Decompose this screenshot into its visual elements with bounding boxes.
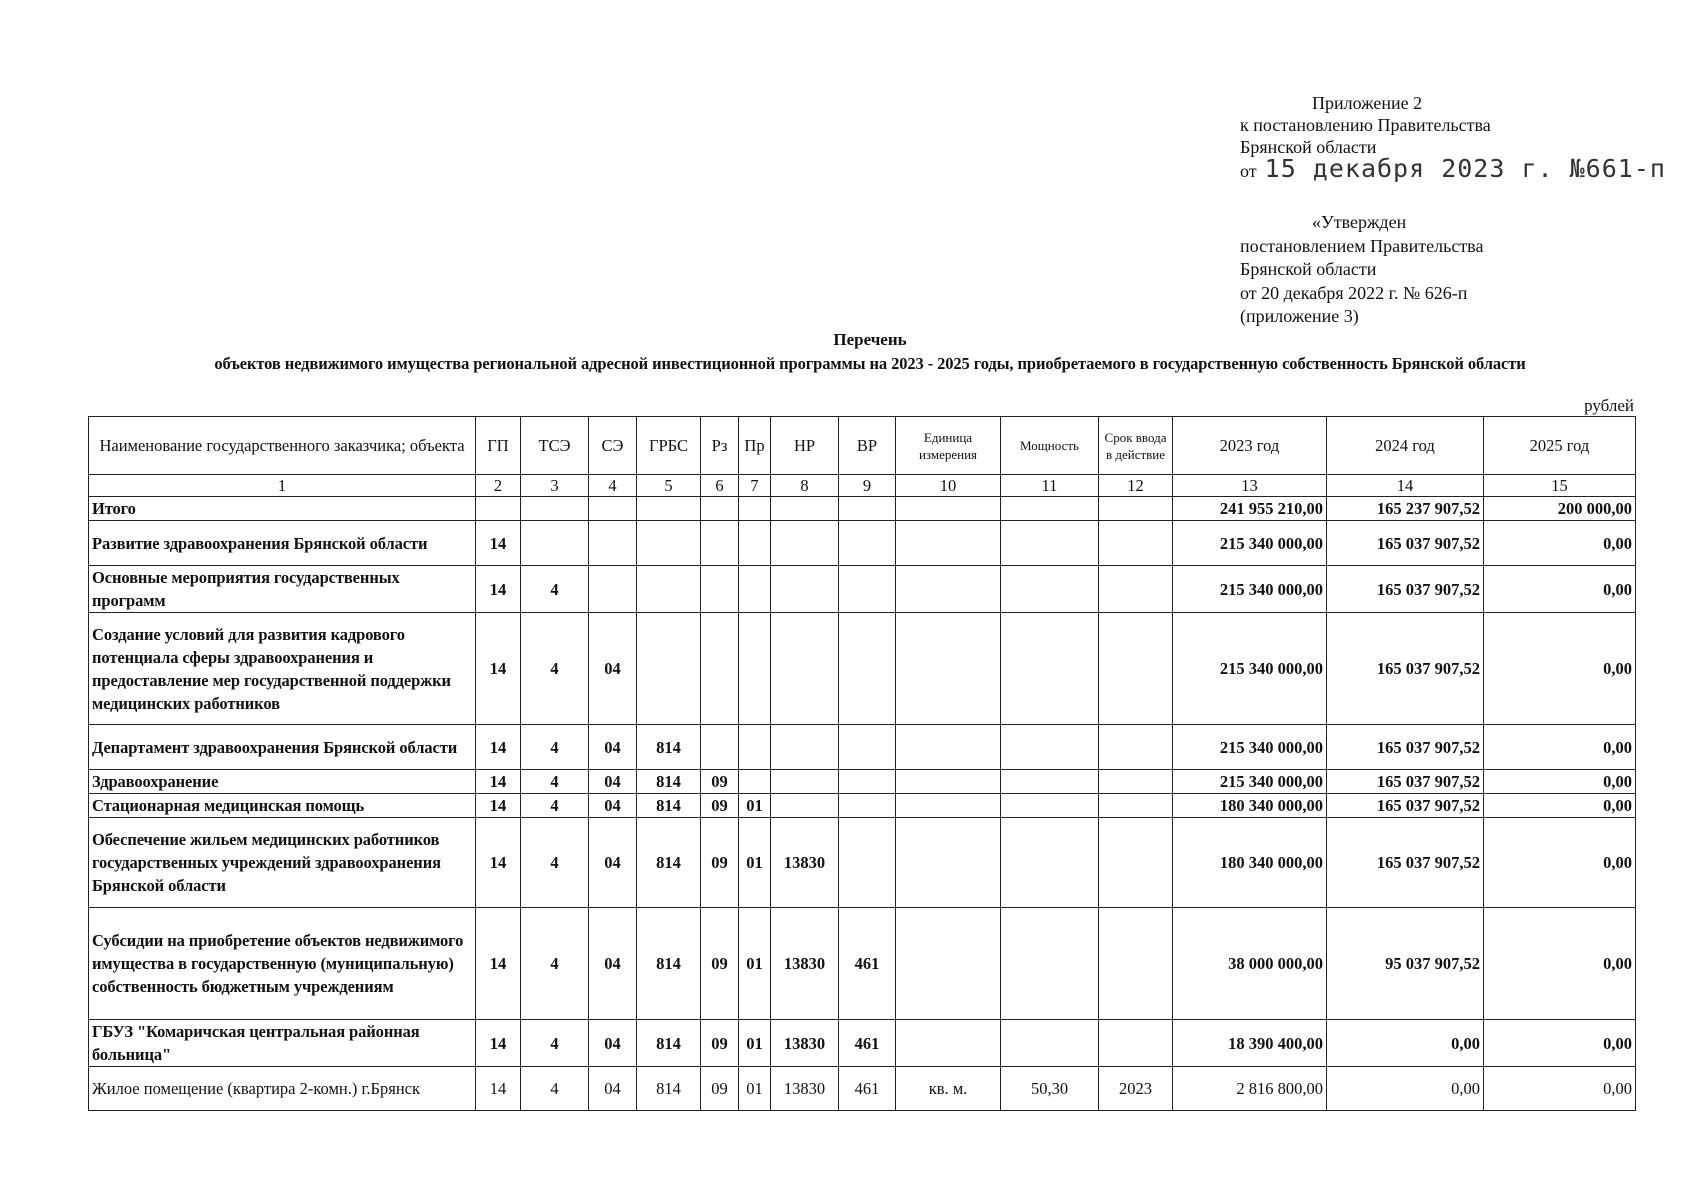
cell-y2023: 241 955 210,00 bbox=[1173, 497, 1327, 521]
cell-se: 04 bbox=[589, 1020, 637, 1067]
approved-line3: Брянской области bbox=[1240, 259, 1377, 279]
cell-gp: 14 bbox=[476, 818, 521, 908]
cell-y2024: 0,00 bbox=[1327, 1020, 1484, 1067]
cell-term bbox=[1099, 613, 1173, 725]
table-row bbox=[89, 725, 1636, 770]
cell-y2025: 0,00 bbox=[1484, 566, 1636, 613]
cell-vr bbox=[839, 521, 896, 566]
column-number: 3 bbox=[521, 475, 589, 497]
appendix-line1: Приложение 2 bbox=[1312, 93, 1423, 113]
cell-grbs bbox=[637, 613, 701, 725]
appendix-line3: Брянской области bbox=[1240, 137, 1377, 157]
cell-rz bbox=[701, 497, 739, 521]
cell-tse: 4 bbox=[521, 725, 589, 770]
cell-grbs bbox=[637, 566, 701, 613]
approval-block bbox=[1240, 211, 1680, 329]
cell-vr bbox=[839, 794, 896, 818]
header-grbs: ГРБС bbox=[637, 417, 701, 475]
cell-rz: 09 bbox=[701, 770, 739, 794]
cell-unit bbox=[896, 794, 1001, 818]
header-y2024: 2024 год bbox=[1327, 417, 1484, 475]
cell-y2024: 95 037 907,52 bbox=[1327, 908, 1484, 1020]
cell-se: 04 bbox=[589, 818, 637, 908]
column-number: 13 bbox=[1173, 475, 1327, 497]
cell-y2024: 0,00 bbox=[1327, 1067, 1484, 1111]
cell-y2023: 38 000 000,00 bbox=[1173, 908, 1327, 1020]
cell-gp: 14 bbox=[476, 521, 521, 566]
cell-name: Создание условий для развития кадрового потенциала сферы здравоохранения и предоставление мер государственной поддержки медицинских работников bbox=[89, 613, 476, 725]
approved-line5: (приложение 3) bbox=[1240, 306, 1359, 326]
cell-y2025: 0,00 bbox=[1484, 770, 1636, 794]
cell-y2023: 215 340 000,00 bbox=[1173, 521, 1327, 566]
cell-capacity bbox=[1001, 497, 1099, 521]
cell-rz bbox=[701, 613, 739, 725]
cell-vr bbox=[839, 818, 896, 908]
cell-nr bbox=[771, 613, 839, 725]
cell-capacity: 50,30 bbox=[1001, 1067, 1099, 1111]
column-number: 7 bbox=[739, 475, 771, 497]
cell-name: Развитие здравоохранения Брянской области bbox=[89, 521, 476, 566]
cell-term bbox=[1099, 770, 1173, 794]
document-title: Перечень bbox=[833, 330, 907, 349]
cell-rz: 09 bbox=[701, 818, 739, 908]
cell-se bbox=[589, 566, 637, 613]
cell-gp: 14 bbox=[476, 566, 521, 613]
cell-nr bbox=[771, 566, 839, 613]
cell-pr bbox=[739, 613, 771, 725]
header-tse: ТСЭ bbox=[521, 417, 589, 475]
cell-unit bbox=[896, 770, 1001, 794]
cell-name: Стационарная медицинская помощь bbox=[89, 794, 476, 818]
column-number: 6 bbox=[701, 475, 739, 497]
cell-y2025: 0,00 bbox=[1484, 794, 1636, 818]
cell-name: Основные мероприятия государственных программ bbox=[89, 566, 476, 613]
cell-nr: 13830 bbox=[771, 818, 839, 908]
cell-grbs: 814 bbox=[637, 770, 701, 794]
cell-se: 04 bbox=[589, 1067, 637, 1111]
cell-tse: 4 bbox=[521, 1020, 589, 1067]
column-number: 8 bbox=[771, 475, 839, 497]
cell-name: Итого bbox=[89, 497, 476, 521]
table-header-row bbox=[89, 417, 1636, 475]
cell-nr: 13830 bbox=[771, 1067, 839, 1111]
header-nr: НР bbox=[771, 417, 839, 475]
cell-term bbox=[1099, 521, 1173, 566]
cell-y2024: 165 037 907,52 bbox=[1327, 725, 1484, 770]
cell-rz bbox=[701, 566, 739, 613]
cell-term bbox=[1099, 818, 1173, 908]
cell-term bbox=[1099, 908, 1173, 1020]
appendix-date-line bbox=[1240, 154, 1680, 183]
cell-y2024: 165 037 907,52 bbox=[1327, 794, 1484, 818]
cell-se bbox=[589, 521, 637, 566]
cell-pr bbox=[739, 725, 771, 770]
cell-gp: 14 bbox=[476, 794, 521, 818]
cell-name: Жилое помещение (квартира 2-комн.) г.Брянск bbox=[89, 1067, 476, 1111]
currency-label: рублей bbox=[1584, 396, 1634, 415]
header-pr: Пр bbox=[739, 417, 771, 475]
cell-se: 04 bbox=[589, 725, 637, 770]
cell-tse: 4 bbox=[521, 613, 589, 725]
cell-tse bbox=[521, 497, 589, 521]
cell-pr bbox=[739, 566, 771, 613]
cell-rz: 09 bbox=[701, 908, 739, 1020]
header-term: Срок ввода в действие bbox=[1099, 417, 1173, 475]
header-gp: ГП bbox=[476, 417, 521, 475]
cell-y2024: 165 237 907,52 bbox=[1327, 497, 1484, 521]
cell-capacity bbox=[1001, 613, 1099, 725]
cell-y2024: 165 037 907,52 bbox=[1327, 566, 1484, 613]
column-number-row bbox=[89, 475, 1636, 497]
cell-term bbox=[1099, 497, 1173, 521]
appendix-date-prefix: от bbox=[1240, 161, 1257, 181]
cell-gp: 14 bbox=[476, 1020, 521, 1067]
investment-table bbox=[88, 416, 1636, 1111]
cell-y2024: 165 037 907,52 bbox=[1327, 818, 1484, 908]
cell-pr: 01 bbox=[739, 818, 771, 908]
cell-name: ГБУЗ "Комаричская центральная районная больница" bbox=[89, 1020, 476, 1067]
cell-gp: 14 bbox=[476, 770, 521, 794]
cell-se: 04 bbox=[589, 770, 637, 794]
appendix-line2: к постановлению Правительства bbox=[1240, 115, 1491, 135]
cell-y2025: 0,00 bbox=[1484, 818, 1636, 908]
table-row bbox=[89, 497, 1636, 521]
cell-unit bbox=[896, 566, 1001, 613]
cell-y2024: 165 037 907,52 bbox=[1327, 613, 1484, 725]
cell-se: 04 bbox=[589, 613, 637, 725]
cell-vr: 461 bbox=[839, 1020, 896, 1067]
cell-capacity bbox=[1001, 770, 1099, 794]
cell-y2025: 200 000,00 bbox=[1484, 497, 1636, 521]
cell-vr bbox=[839, 497, 896, 521]
cell-name: Здравоохранение bbox=[89, 770, 476, 794]
cell-y2023: 18 390 400,00 bbox=[1173, 1020, 1327, 1067]
column-number: 11 bbox=[1001, 475, 1099, 497]
approved-line2: постановлением Правительства bbox=[1240, 235, 1484, 256]
column-number: 10 bbox=[896, 475, 1001, 497]
cell-term bbox=[1099, 566, 1173, 613]
cell-y2023: 215 340 000,00 bbox=[1173, 725, 1327, 770]
cell-gp: 14 bbox=[476, 613, 521, 725]
cell-se bbox=[589, 497, 637, 521]
cell-vr: 461 bbox=[839, 1067, 896, 1111]
cell-grbs: 814 bbox=[637, 725, 701, 770]
cell-rz: 09 bbox=[701, 1020, 739, 1067]
cell-pr bbox=[739, 770, 771, 794]
cell-y2025: 0,00 bbox=[1484, 1020, 1636, 1067]
table-row bbox=[89, 1067, 1636, 1111]
cell-tse: 4 bbox=[521, 794, 589, 818]
cell-unit bbox=[896, 725, 1001, 770]
cell-capacity bbox=[1001, 521, 1099, 566]
header-unit: Единица измерения bbox=[896, 417, 1001, 475]
cell-nr: 13830 bbox=[771, 1020, 839, 1067]
cell-y2023: 215 340 000,00 bbox=[1173, 770, 1327, 794]
cell-unit bbox=[896, 1020, 1001, 1067]
cell-vr bbox=[839, 613, 896, 725]
column-number: 1 bbox=[89, 475, 476, 497]
cell-capacity bbox=[1001, 1020, 1099, 1067]
cell-y2023: 215 340 000,00 bbox=[1173, 566, 1327, 613]
cell-vr: 461 bbox=[839, 908, 896, 1020]
cell-gp: 14 bbox=[476, 725, 521, 770]
cell-tse: 4 bbox=[521, 908, 589, 1020]
cell-se: 04 bbox=[589, 908, 637, 1020]
appendix-block bbox=[1240, 92, 1680, 182]
cell-y2025: 0,00 bbox=[1484, 613, 1636, 725]
cell-tse: 4 bbox=[521, 818, 589, 908]
cell-tse: 4 bbox=[521, 1067, 589, 1111]
cell-unit bbox=[896, 497, 1001, 521]
cell-capacity bbox=[1001, 908, 1099, 1020]
header-y2025: 2025 год bbox=[1484, 417, 1636, 475]
column-number: 2 bbox=[476, 475, 521, 497]
cell-nr bbox=[771, 521, 839, 566]
cell-gp: 14 bbox=[476, 1067, 521, 1111]
cell-term bbox=[1099, 725, 1173, 770]
cell-grbs bbox=[637, 497, 701, 521]
cell-y2023: 180 340 000,00 bbox=[1173, 818, 1327, 908]
cell-pr: 01 bbox=[739, 1020, 771, 1067]
column-number: 4 bbox=[589, 475, 637, 497]
cell-vr bbox=[839, 770, 896, 794]
cell-nr bbox=[771, 725, 839, 770]
document-subtitle: объектов недвижимого имущества региональной адресной инвестиционной программы на 2023 - 2025 годы, приобретаемого в государственную собственность Брянской области bbox=[214, 354, 1526, 373]
header-se: СЭ bbox=[589, 417, 637, 475]
header-y2023: 2023 год bbox=[1173, 417, 1327, 475]
cell-term bbox=[1099, 1020, 1173, 1067]
column-number: 5 bbox=[637, 475, 701, 497]
cell-term: 2023 bbox=[1099, 1067, 1173, 1111]
header-vr: ВР bbox=[839, 417, 896, 475]
cell-tse bbox=[521, 521, 589, 566]
cell-name: Департамент здравоохранения Брянской области bbox=[89, 725, 476, 770]
cell-y2024: 165 037 907,52 bbox=[1327, 770, 1484, 794]
cell-name: Обеспечение жильем медицинских работников государственных учреждений здравоохранения Брянской области bbox=[89, 818, 476, 908]
cell-pr: 01 bbox=[739, 1067, 771, 1111]
cell-unit bbox=[896, 613, 1001, 725]
table-row bbox=[89, 908, 1636, 1020]
cell-nr: 13830 bbox=[771, 908, 839, 1020]
cell-grbs: 814 bbox=[637, 908, 701, 1020]
cell-rz: 09 bbox=[701, 794, 739, 818]
cell-capacity bbox=[1001, 818, 1099, 908]
column-number: 14 bbox=[1327, 475, 1484, 497]
cell-pr: 01 bbox=[739, 908, 771, 1020]
table-row bbox=[89, 1020, 1636, 1067]
cell-pr: 01 bbox=[739, 794, 771, 818]
cell-y2025: 0,00 bbox=[1484, 725, 1636, 770]
approved-line4: от 20 декабря 2022 г. № 626-п bbox=[1240, 282, 1468, 303]
cell-rz: 09 bbox=[701, 1067, 739, 1111]
cell-nr bbox=[771, 770, 839, 794]
cell-grbs: 814 bbox=[637, 794, 701, 818]
cell-grbs: 814 bbox=[637, 818, 701, 908]
cell-gp bbox=[476, 497, 521, 521]
table-row bbox=[89, 770, 1636, 794]
column-number: 15 bbox=[1484, 475, 1636, 497]
cell-grbs: 814 bbox=[637, 1067, 701, 1111]
table-row bbox=[89, 521, 1636, 566]
cell-grbs bbox=[637, 521, 701, 566]
approved-line1: «Утвержден bbox=[1312, 212, 1407, 232]
cell-vr bbox=[839, 725, 896, 770]
cell-capacity bbox=[1001, 794, 1099, 818]
cell-grbs: 814 bbox=[637, 1020, 701, 1067]
cell-gp: 14 bbox=[476, 908, 521, 1020]
cell-unit: кв. м. bbox=[896, 1067, 1001, 1111]
header-capacity: Мощность bbox=[1001, 417, 1099, 475]
cell-se: 04 bbox=[589, 794, 637, 818]
cell-tse: 4 bbox=[521, 566, 589, 613]
cell-tse: 4 bbox=[521, 770, 589, 794]
header-name: Наименование государственного заказчика; объекта bbox=[89, 417, 476, 475]
cell-y2023: 180 340 000,00 bbox=[1173, 794, 1327, 818]
table-row bbox=[89, 818, 1636, 908]
appendix-date-handwritten: 15 декабря 2023 г. №661-п bbox=[1264, 154, 1666, 183]
cell-capacity bbox=[1001, 566, 1099, 613]
cell-unit bbox=[896, 818, 1001, 908]
cell-nr bbox=[771, 794, 839, 818]
table-row bbox=[89, 566, 1636, 613]
column-number: 12 bbox=[1099, 475, 1173, 497]
cell-vr bbox=[839, 566, 896, 613]
cell-term bbox=[1099, 794, 1173, 818]
cell-pr bbox=[739, 497, 771, 521]
cell-rz bbox=[701, 725, 739, 770]
header-rz: Рз bbox=[701, 417, 739, 475]
table-row bbox=[89, 613, 1636, 725]
cell-y2023: 215 340 000,00 bbox=[1173, 613, 1327, 725]
cell-y2024: 165 037 907,52 bbox=[1327, 521, 1484, 566]
cell-y2025: 0,00 bbox=[1484, 1067, 1636, 1111]
cell-unit bbox=[896, 521, 1001, 566]
cell-rz bbox=[701, 521, 739, 566]
cell-capacity bbox=[1001, 725, 1099, 770]
cell-unit bbox=[896, 908, 1001, 1020]
cell-nr bbox=[771, 497, 839, 521]
table-row bbox=[89, 794, 1636, 818]
cell-y2025: 0,00 bbox=[1484, 521, 1636, 566]
cell-y2025: 0,00 bbox=[1484, 908, 1636, 1020]
cell-pr bbox=[739, 521, 771, 566]
cell-name: Субсидии на приобретение объектов недвижимого имущества в государственную (муниципальную) собственность бюджетным учреждениям bbox=[89, 908, 476, 1020]
cell-y2023: 2 816 800,00 bbox=[1173, 1067, 1327, 1111]
column-number: 9 bbox=[839, 475, 896, 497]
